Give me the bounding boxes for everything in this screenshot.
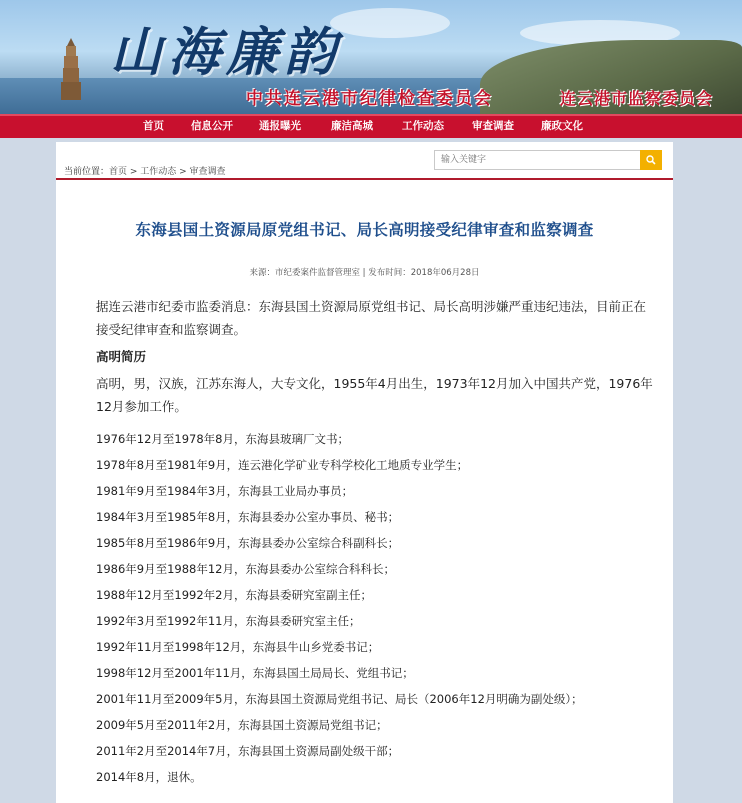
article-bio: 高明，男，汉族，江苏东海人，大专文化，1955年4月出生，1973年12月加入中国共产党，1976年12月参加工作。: [96, 376, 653, 414]
career-item: 1992年11月至1998年12月，东海县牛山乡党委书记；: [96, 640, 380, 654]
career-item: 1986年9月至1988年12月，东海县委办公室综合科科长；: [96, 562, 395, 576]
nav-item-home[interactable]: 首页: [143, 120, 164, 132]
search-icon: [646, 155, 656, 165]
career-item: 1998年12月至2001年11月，东海县国土局局长、党组书记；: [96, 666, 414, 680]
career-item: 2009年5月至2011年2月，东海县国土资源局党组书记；: [96, 718, 388, 732]
main-nav: [0, 114, 742, 138]
banner-org-right: 连云港市监察委员会: [560, 89, 714, 108]
nav-item-culture[interactable]: 廉政文化: [541, 120, 583, 132]
career-item: 1992年3月至1992年11月，东海县委研究室主任；: [96, 614, 361, 628]
article-section-heading: 高明简历: [96, 349, 147, 364]
breadcrumb-path[interactable]: 首页 > 工作动态 > 审查调查: [109, 167, 226, 177]
breadcrumb-label: 当前位置：: [64, 167, 110, 177]
breadcrumb-divider: [56, 178, 673, 180]
nav-item-exposure[interactable]: 通报曝光: [259, 120, 301, 132]
career-item: 1978年8月至1981年9月，连云港化学矿业专科学校化工地质专业学生；: [96, 458, 469, 472]
career-item: 2011年2月至2014年7月，东海县国土资源局副处级干部；: [96, 744, 400, 758]
career-item: 1988年12月至1992年2月，东海县委研究室副主任；: [96, 588, 372, 602]
search-input[interactable]: [434, 150, 642, 170]
article-meta: 来源：市纪委案件监督管理室 | 发布时间：2018年06月28日: [249, 268, 480, 278]
nav-item-work-news[interactable]: 工作动态: [402, 120, 444, 132]
article-intro: 据连云港市纪委市监委消息：东海县国土资源局原党组书记、局长高明涉嫌严重违纪违法，目前正在接受纪律审查和监察调查。: [96, 299, 647, 337]
nav-item-info-disclosure[interactable]: 信息公开: [191, 120, 233, 132]
content-panel: [56, 142, 673, 803]
career-item: 1985年8月至1986年9月，东海县委办公室综合科副科长；: [96, 536, 400, 550]
career-item: 1981年9月至1984年3月，东海县工业局办事员；: [96, 484, 354, 498]
pagoda-icon: [58, 38, 84, 100]
banner-calligraphy: 山海廉韵: [110, 22, 343, 83]
breadcrumb: [64, 164, 226, 177]
career-item: 1976年12月至1978年8月，东海县玻璃厂文书；: [96, 432, 349, 446]
nav-item-clean-city[interactable]: 廉洁高城: [331, 120, 373, 132]
career-item: 2001年11月至2009年5月，东海县国土资源局党组书记、局长（2006年12月明确为副处级）；: [96, 692, 583, 706]
header-banner: [0, 0, 742, 114]
career-item: 1984年3月至1985年8月，东海县委办公室办事员、秘书；: [96, 510, 400, 524]
search-button[interactable]: [640, 150, 662, 170]
banner-org-left: 中共连云港市纪律检查委员会: [246, 89, 493, 109]
article-title: 东海县国土资源局原党组书记、局长高明接受纪律审查和监察调查: [135, 221, 594, 239]
nav-item-investigation[interactable]: 审查调查: [472, 120, 514, 132]
career-item: 2014年8月，退休。: [96, 770, 202, 784]
cloud-decoration: [330, 8, 450, 38]
